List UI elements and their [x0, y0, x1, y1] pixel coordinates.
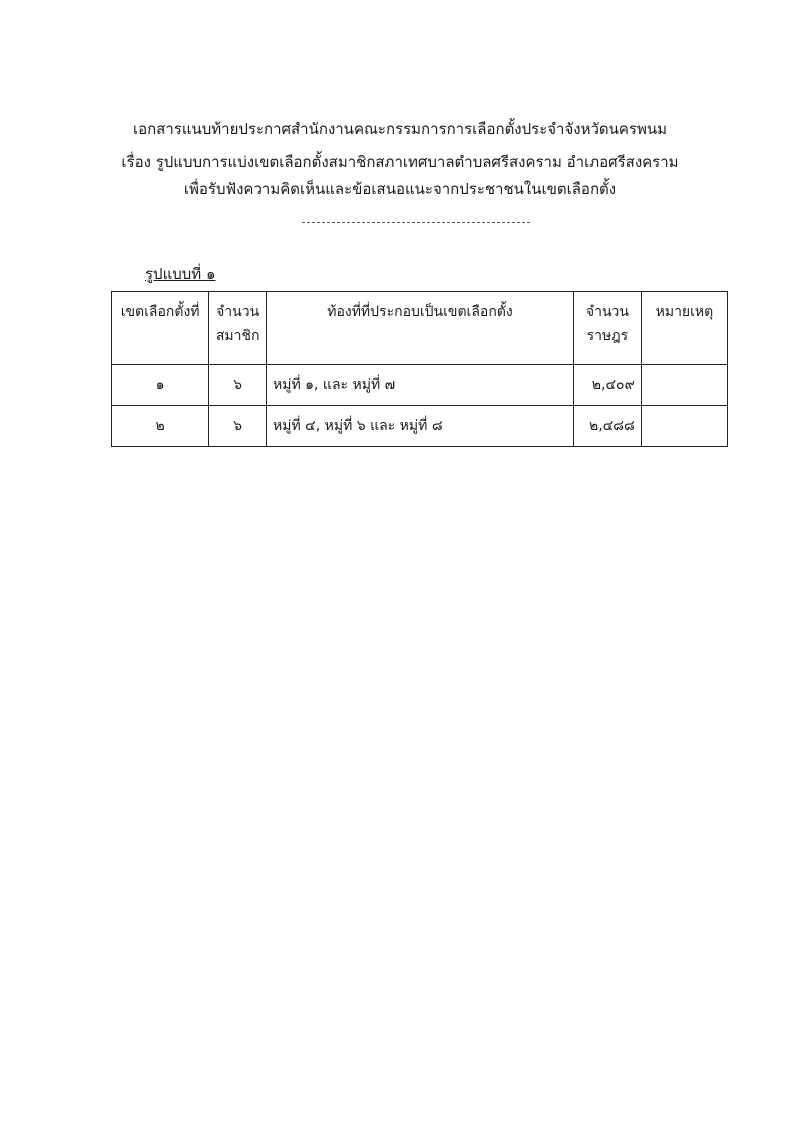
cell-members: ๖ [209, 365, 267, 406]
header-district: เขตเลือกตั้งที่ [112, 292, 209, 365]
cell-area: หมู่ที่ ๑, และ หมู่ที่ ๗ [267, 365, 574, 406]
header-members-line2: สมาชิก [215, 328, 260, 344]
header-population-line2: ราษฎร [586, 328, 629, 344]
cell-district: ๒ [112, 406, 209, 447]
cell-population: ๒,๔๐๙ [573, 365, 641, 406]
cell-members: ๖ [209, 406, 267, 447]
header-area: ท้องที่ที่ประกอบเป็นเขตเลือกตั้ง [267, 292, 574, 365]
table-header-row [112, 292, 728, 365]
district-table [111, 291, 728, 447]
header-members [209, 292, 267, 365]
header-members-line1: จำนวน [216, 304, 260, 320]
cell-district: ๑ [112, 365, 209, 406]
document-header-line3: เพื่อรับฟังความคิดเห็นและข้อเสนอแนะจากประชาชนในเขตเลือกตั้ง [183, 180, 617, 198]
table-row [112, 406, 728, 447]
table-row [112, 365, 728, 406]
header-population [573, 292, 641, 365]
cell-population: ๒,๔๘๘ [573, 406, 641, 447]
form-label: รูปแบบที่ ๑ [145, 265, 216, 283]
header-population-line1: จำนวน [585, 304, 629, 320]
header-note: หมายเหตุ [641, 292, 727, 365]
cell-note [641, 406, 727, 447]
cell-note [641, 365, 727, 406]
document-header-line2: เรื่อง รูปแบบการแบ่งเขตเลือกตั้งสมาชิกสภาเทศบาลตำบลศรีสงคราม อำเภอศรีสงคราม [121, 153, 679, 171]
cell-area: หมู่ที่ ๔, หมู่ที่ ๖ และ หมู่ที่ ๘ [267, 406, 574, 447]
document-header-line1: เอกสารแนบท้ายประกาศสำนักงานคณะกรรมการการเลือกตั้งประจำจังหวัดนครพนม [132, 120, 668, 138]
dashed-divider [302, 222, 530, 223]
